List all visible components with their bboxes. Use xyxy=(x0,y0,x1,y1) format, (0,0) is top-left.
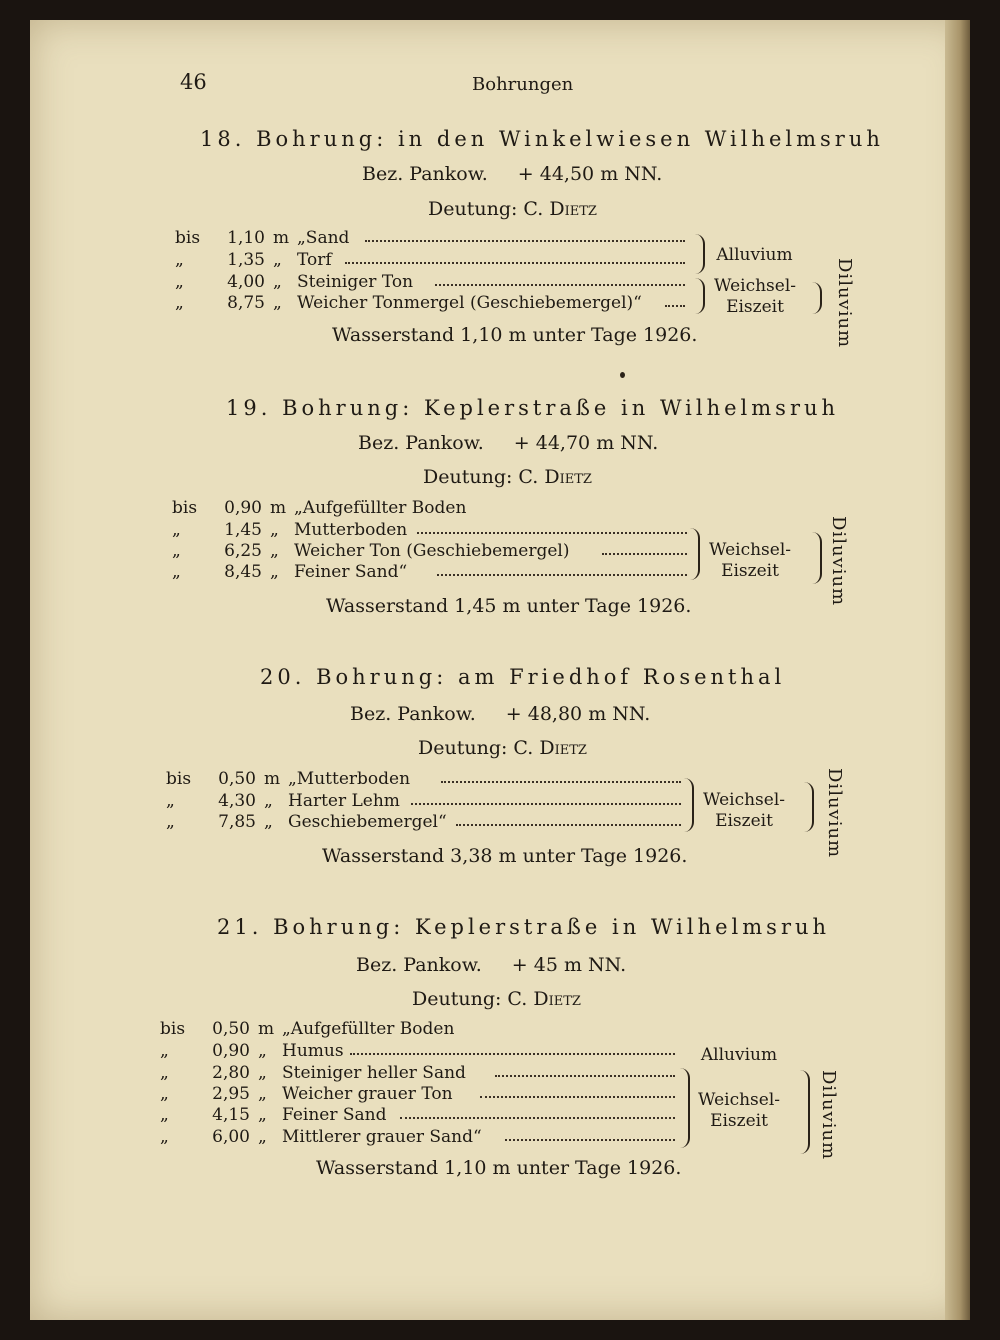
bis-label: bis xyxy=(160,1019,186,1039)
bis-label: „ xyxy=(175,293,184,313)
depth-unit: „ xyxy=(258,1084,267,1104)
leader-dots xyxy=(400,1105,675,1119)
leader-dots xyxy=(665,293,685,307)
leader-dots xyxy=(456,812,681,826)
depth-value: 2,80 xyxy=(212,1063,250,1083)
interpretation-label: Deutung: C. xyxy=(418,737,534,759)
period-label: Diluvium xyxy=(828,516,849,607)
epoch-label: Eiszeit xyxy=(721,561,779,581)
leader-dots xyxy=(365,228,685,242)
page-header xyxy=(0,70,1000,100)
interpretation-label: Deutung: C. xyxy=(412,988,528,1010)
altitude: + 45 m NN. xyxy=(511,954,627,976)
bis-label: „ xyxy=(166,812,175,832)
page-number: 46 xyxy=(180,70,207,94)
depth-unit: „ xyxy=(273,250,282,270)
layer-row xyxy=(160,1041,680,1063)
layer-description: Geschiebemergel“ xyxy=(288,812,447,832)
layer-row xyxy=(160,1063,680,1085)
district: Bez. Pankow. xyxy=(358,432,484,454)
interpretation xyxy=(428,198,597,220)
water-level: Wasserstand 1,10 m unter Tage 1926. xyxy=(316,1157,682,1179)
district-line xyxy=(362,163,662,185)
leader-dots xyxy=(480,1084,675,1098)
layer-row xyxy=(172,520,692,542)
depth-unit: m xyxy=(264,769,281,789)
layer-row xyxy=(172,562,692,584)
layer-description: „Sand xyxy=(297,228,350,248)
leader-dots xyxy=(505,1127,675,1141)
district-line xyxy=(350,703,650,725)
layer-description: „Aufgefüllter Boden xyxy=(294,498,467,518)
depth-unit: m xyxy=(273,228,290,248)
layer-description: „Mutterboden xyxy=(288,769,411,789)
bis-label: „ xyxy=(160,1084,169,1104)
section-title: 18. Bohrung: in den Winkelwiesen Wilhelmsruh xyxy=(200,127,884,151)
bis-label: bis xyxy=(175,228,201,248)
layer-row xyxy=(166,812,686,834)
district-line xyxy=(356,954,626,976)
district-line xyxy=(358,432,658,454)
interpretation-label: Deutung: C. xyxy=(423,466,539,488)
layer-row xyxy=(160,1019,680,1041)
interpretation-author: Dietz xyxy=(549,198,597,220)
depth-value: 4,00 xyxy=(227,272,265,292)
layer-description: Feiner Sand xyxy=(282,1105,387,1125)
layer-description: Weicher Ton (Geschiebemergel) xyxy=(294,541,570,561)
altitude: + 44,70 m NN. xyxy=(513,432,659,454)
period-label: Diluvium xyxy=(824,768,845,859)
bis-label: „ xyxy=(175,250,184,270)
layer-description: Steiniger Ton xyxy=(297,272,414,292)
bis-label: „ xyxy=(172,520,181,540)
layer-description: Mittlerer grauer Sand“ xyxy=(282,1127,482,1147)
brace xyxy=(690,528,700,580)
bis-label: „ xyxy=(175,272,184,292)
layer-description: Weicher grauer Ton xyxy=(282,1084,453,1104)
layer-row xyxy=(160,1105,680,1127)
district: Bez. Pankow. xyxy=(362,163,488,185)
layer-row xyxy=(172,541,692,563)
epoch-label: Weichsel- xyxy=(708,540,792,560)
depth-unit: „ xyxy=(273,293,282,313)
depth-unit: „ xyxy=(270,541,279,561)
district: Bez. Pankow. xyxy=(356,954,482,976)
layer-description: Weicher Tonmergel (Geschiebemergel)“ xyxy=(297,293,642,313)
depth-unit: „ xyxy=(270,520,279,540)
depth-value: 6,00 xyxy=(212,1127,250,1147)
brace xyxy=(800,1070,810,1154)
depth-unit: „ xyxy=(258,1105,267,1125)
leader-dots xyxy=(345,250,685,264)
leader-dots xyxy=(417,520,687,534)
depth-value: 0,50 xyxy=(218,769,256,789)
interpretation-label: Deutung: C. xyxy=(428,198,544,220)
altitude: + 44,50 m NN. xyxy=(517,163,663,185)
bis-label: „ xyxy=(166,791,175,811)
epoch-label: Weichsel- xyxy=(697,1090,781,1110)
district: Bez. Pankow. xyxy=(350,703,476,725)
depth-value: 1,45 xyxy=(224,520,262,540)
running-title: Bohrungen xyxy=(472,74,574,95)
epoch-label: Eiszeit xyxy=(710,1111,768,1131)
layer-row xyxy=(166,791,686,813)
depth-unit: „ xyxy=(273,272,282,292)
section-title: 20. Bohrung: am Friedhof Rosenthal xyxy=(260,665,786,689)
printer-mark xyxy=(620,372,625,378)
depth-value: 4,30 xyxy=(218,791,256,811)
depth-value: 0,90 xyxy=(224,498,262,518)
depth-value: 8,45 xyxy=(224,562,262,582)
layer-row xyxy=(166,769,686,791)
leader-dots xyxy=(350,1041,675,1055)
section-title: 19. Bohrung: Keplerstraße in Wilhelmsruh xyxy=(226,396,840,420)
depth-value: 0,50 xyxy=(212,1019,250,1039)
period-label: Diluvium xyxy=(834,258,855,349)
depth-value: 1,10 xyxy=(227,228,265,248)
brace xyxy=(695,234,705,274)
epoch-label: Eiszeit xyxy=(715,811,773,831)
brace xyxy=(812,282,822,314)
interpretation-author: Dietz xyxy=(544,466,592,488)
layer-description: Humus xyxy=(282,1041,344,1061)
period-label: Diluvium xyxy=(818,1070,839,1161)
leader-dots xyxy=(602,541,687,555)
leader-dots xyxy=(495,1063,675,1077)
interpretation-author: Dietz xyxy=(539,737,587,759)
layer-description: Steiniger heller Sand xyxy=(282,1063,466,1083)
layer-description: Feiner Sand“ xyxy=(294,562,408,582)
bis-label: „ xyxy=(172,562,181,582)
depth-value: 8,75 xyxy=(227,293,265,313)
leader-dots xyxy=(435,272,685,286)
water-level: Wasserstand 1,10 m unter Tage 1926. xyxy=(332,324,698,346)
bis-label: „ xyxy=(160,1063,169,1083)
brace xyxy=(812,532,822,584)
water-level: Wasserstand 1,45 m unter Tage 1926. xyxy=(326,595,692,617)
depth-value: 2,95 xyxy=(212,1084,250,1104)
leader-dots xyxy=(441,769,681,783)
layer-row xyxy=(175,272,695,294)
depth-value: 7,85 xyxy=(218,812,256,832)
layer-row xyxy=(175,293,695,315)
layer-description: Harter Lehm xyxy=(288,791,400,811)
depth-unit: m xyxy=(270,498,287,518)
bis-label: bis xyxy=(166,769,192,789)
layer-row xyxy=(160,1127,680,1149)
depth-unit: „ xyxy=(258,1063,267,1083)
layer-description: Mutterboden xyxy=(294,520,408,540)
depth-unit: „ xyxy=(270,562,279,582)
layer-row xyxy=(175,250,695,272)
brace xyxy=(804,782,814,832)
leader-dots xyxy=(411,791,681,805)
depth-value: 1,35 xyxy=(227,250,265,270)
bis-label: „ xyxy=(160,1105,169,1125)
interpretation xyxy=(412,988,581,1010)
brace xyxy=(695,278,705,314)
interpretation xyxy=(423,466,592,488)
interpretation xyxy=(418,737,587,759)
layer-row xyxy=(172,498,692,520)
epoch-label: Eiszeit xyxy=(726,297,784,317)
epoch-label: Alluvium xyxy=(700,1045,778,1065)
depth-unit: „ xyxy=(264,791,273,811)
epoch-label: Weichsel- xyxy=(713,276,797,296)
bis-label: bis xyxy=(172,498,198,518)
brace xyxy=(680,1068,690,1148)
epoch-label: Alluvium xyxy=(716,245,793,265)
depth-unit: m xyxy=(258,1019,275,1039)
depth-value: 0,90 xyxy=(212,1041,250,1061)
brace xyxy=(684,778,694,832)
book-gutter xyxy=(945,20,970,1320)
epoch-label: Weichsel- xyxy=(702,790,786,810)
layer-description: „Aufgefüllter Boden xyxy=(282,1019,455,1039)
altitude: + 48,80 m NN. xyxy=(505,703,651,725)
bis-label: „ xyxy=(160,1127,169,1147)
depth-value: 4,15 xyxy=(212,1105,250,1125)
layer-row xyxy=(175,228,695,250)
depth-unit: „ xyxy=(258,1127,267,1147)
layer-description: Torf xyxy=(297,250,332,270)
bis-label: „ xyxy=(172,541,181,561)
water-level: Wasserstand 3,38 m unter Tage 1926. xyxy=(322,845,688,867)
depth-unit: „ xyxy=(258,1041,267,1061)
interpretation-author: Dietz xyxy=(533,988,581,1010)
depth-value: 6,25 xyxy=(224,541,262,561)
depth-unit: „ xyxy=(264,812,273,832)
section-title: 21. Bohrung: Keplerstraße in Wilhelmsruh xyxy=(217,915,831,939)
bis-label: „ xyxy=(160,1041,169,1061)
leader-dots xyxy=(437,562,687,576)
layer-row xyxy=(160,1084,680,1106)
